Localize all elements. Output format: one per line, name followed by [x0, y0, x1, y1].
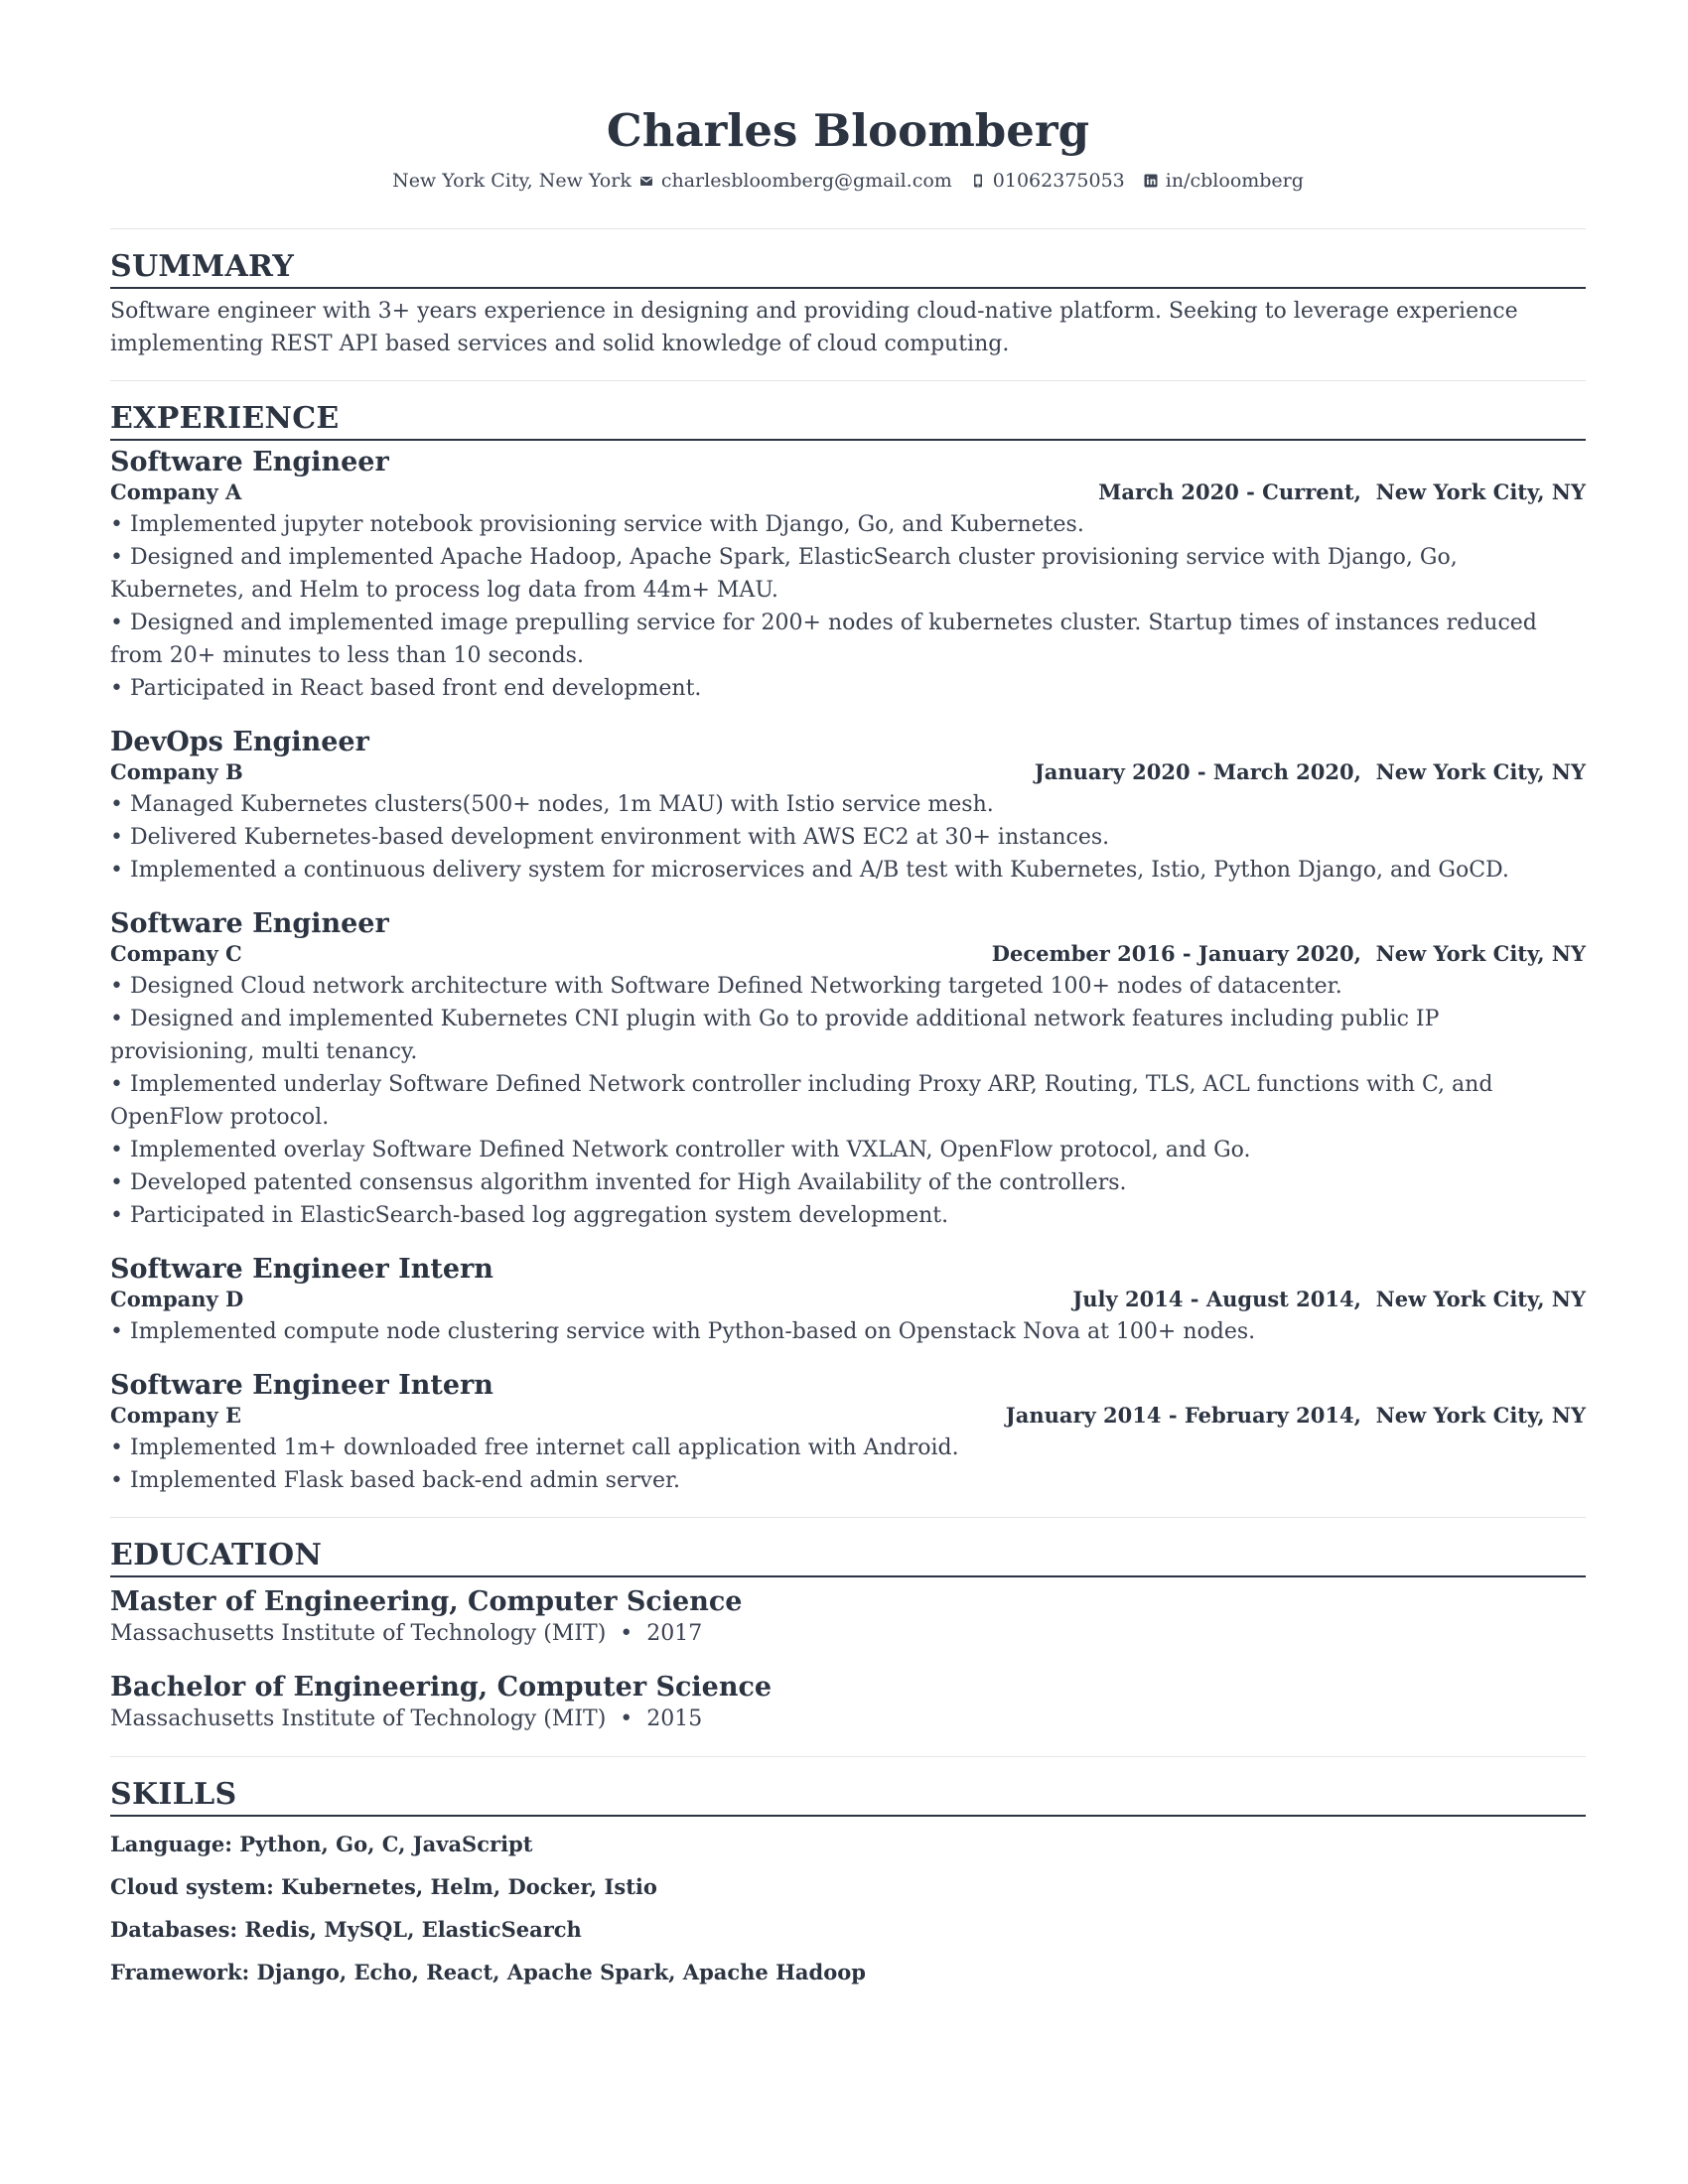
linkedin-link[interactable]: in/cbloomberg	[1165, 170, 1304, 192]
skill-item: Databases: Redis, MySQL, ElasticSearch	[110, 1917, 582, 1942]
job-bullets	[110, 508, 1586, 705]
graduation-year: 2015	[646, 1706, 703, 1731]
candidate-name: Charles Bloomberg	[606, 104, 1090, 157]
resume-page	[110, 0, 1586, 1993]
job-bullets	[110, 970, 1586, 1232]
job-location: New York City, NY	[1375, 1287, 1586, 1311]
section-title-education: EDUCATION	[110, 1537, 1586, 1577]
summary-section	[110, 248, 1586, 360]
job-dates: December 2016 - January 2020,	[991, 941, 1361, 966]
company-name: Company D	[110, 1287, 244, 1311]
job-date-location	[1072, 1286, 1586, 1313]
job-location: New York City, NY	[1375, 759, 1586, 784]
list-item: • Designed and implemented image prepulling service for 200+ nodes of kubernetes cluster. Startup times of instances reduced from 20+ minutes to less than 10 seconds.	[110, 611, 1537, 668]
school-line: Massachusetts Institute of Technology (MIT) • 2017	[110, 1621, 703, 1646]
graduation-year: 2017	[646, 1621, 703, 1646]
job-location: New York City, NY	[1375, 479, 1586, 504]
job-title: Software Engineer	[110, 908, 389, 939]
education-entry	[110, 1671, 1586, 1734]
job-date-location	[1006, 1402, 1586, 1430]
list-item: • Implemented Flask based back-end admin server.	[110, 1468, 681, 1493]
section-title-experience: EXPERIENCE	[110, 400, 1586, 441]
skills-list	[110, 1823, 1586, 1993]
company-name: Company C	[110, 941, 242, 966]
job-meta	[110, 478, 1586, 506]
job-title: Software Engineer	[110, 447, 389, 478]
company-name: Company B	[110, 759, 243, 784]
job-meta	[110, 940, 1586, 968]
degree-title: Bachelor of Engineering, Computer Science	[110, 1672, 773, 1703]
list-item: • Developed patented consensus algorithm invented for High Availability of the controllers.	[110, 1170, 1127, 1195]
list-item: • Implemented 1m+ downloaded free internet call application with Android.	[110, 1435, 959, 1460]
job-title: Software Engineer Intern	[110, 1254, 493, 1285]
job-meta	[110, 1286, 1586, 1313]
skill-item: Cloud system: Kubernetes, Helm, Docker, Istio	[110, 1874, 657, 1899]
job-location: New York City, NY	[1375, 1403, 1586, 1428]
school-name: Massachusetts Institute of Technology (MIT)	[110, 1621, 607, 1646]
education-section	[110, 1537, 1586, 1734]
job-dates: January 2014 - February 2014,	[1005, 1403, 1361, 1428]
list-item: • Participated in React based front end development.	[110, 676, 702, 701]
mobile-phone-icon	[970, 173, 986, 189]
job-title: DevOps Engineer	[110, 727, 369, 757]
section-title-summary: SUMMARY	[110, 248, 1586, 289]
resume-header	[110, 0, 1586, 193]
job-date-location	[1035, 758, 1586, 786]
list-item: • Designed and implemented Kubernetes CNI plugin with Go to provide additional network features including public IP provisioning, multi tenancy.	[110, 1007, 1440, 1064]
section-divider	[110, 1756, 1586, 1757]
job-entry	[110, 1370, 1586, 1497]
linkedin-icon	[1143, 173, 1159, 189]
envelope-icon	[638, 173, 654, 189]
company-name: Company E	[110, 1403, 242, 1428]
job-bullets	[110, 1432, 1586, 1497]
list-item: • Delivered Kubernetes-based development environment with AWS EC2 at 30+ instances.	[110, 825, 1110, 850]
section-divider	[110, 228, 1586, 229]
email-link[interactable]: charlesbloomberg@gmail.com	[660, 170, 952, 192]
list-item: • Designed and implemented Apache Hadoop, Apache Spark, ElasticSearch cluster provisioning service with Django, Go, Kubernetes, and Helm to process log data from 44m+ MAU.	[110, 545, 1458, 603]
job-meta	[110, 758, 1586, 786]
list-item: • Implemented compute node clustering service with Python-based on Openstack Nova at 100+ nodes.	[110, 1319, 1256, 1344]
job-entry	[110, 727, 1586, 887]
skills-section	[110, 1776, 1586, 1993]
section-divider	[110, 380, 1586, 381]
job-date-location	[1098, 478, 1586, 506]
phone-text[interactable]: 01062375053	[992, 170, 1125, 192]
skill-item: Language: Python, Go, C, JavaScript	[110, 1832, 533, 1856]
company-name: Company A	[110, 479, 242, 504]
job-bullets	[110, 788, 1586, 887]
list-item: • Implemented underlay Software Defined Network controller including Proxy ARP, Routing, TLS, ACL functions with C, and OpenFlow protocol.	[110, 1072, 1493, 1130]
job-entry	[110, 447, 1586, 705]
job-dates: July 2014 - August 2014,	[1072, 1287, 1361, 1311]
list-item: • Managed Kubernetes clusters(500+ nodes, 1m MAU) with Istio service mesh.	[110, 792, 994, 817]
contact-line	[110, 169, 1586, 193]
job-dates: January 2020 - March 2020,	[1034, 759, 1361, 784]
job-dates: March 2020 - Current,	[1098, 479, 1361, 504]
education-entry	[110, 1585, 1586, 1649]
degree-title: Master of Engineering, Computer Science	[110, 1586, 743, 1617]
job-bullets	[110, 1315, 1586, 1348]
school-name: Massachusetts Institute of Technology (MIT)	[110, 1706, 607, 1731]
section-divider	[110, 1517, 1586, 1518]
location-text: New York City, New York	[392, 170, 632, 192]
job-meta	[110, 1402, 1586, 1430]
skill-item: Framework: Django, Echo, React, Apache Spark, Apache Hadoop	[110, 1960, 866, 1984]
job-date-location	[992, 940, 1586, 968]
list-item: • Designed Cloud network architecture with Software Defined Networking targeted 100+ nodes of datacenter.	[110, 974, 1342, 999]
list-item: • Implemented overlay Software Defined Network controller with VXLAN, OpenFlow protocol, and Go.	[110, 1138, 1251, 1162]
list-item: • Participated in ElasticSearch-based log aggregation system development.	[110, 1203, 949, 1228]
job-entry	[110, 908, 1586, 1232]
section-title-skills: SKILLS	[110, 1776, 1586, 1817]
list-item: • Implemented jupyter notebook provisioning service with Django, Go, and Kubernetes.	[110, 512, 1084, 537]
school-line: Massachusetts Institute of Technology (MIT) • 2015	[110, 1706, 703, 1731]
list-item: • Implemented a continuous delivery system for microservices and A/B test with Kubernetes, Istio, Python Django, and GoCD.	[110, 858, 1509, 883]
experience-section	[110, 400, 1586, 1497]
job-location: New York City, NY	[1375, 941, 1586, 966]
job-title: Software Engineer Intern	[110, 1370, 493, 1401]
summary-text: Software engineer with 3+ years experience in designing and providing cloud-native platform. Seeking to leverage experience implementing REST API based services and solid knowledge of cloud computing.	[110, 299, 1518, 356]
job-entry	[110, 1254, 1586, 1348]
